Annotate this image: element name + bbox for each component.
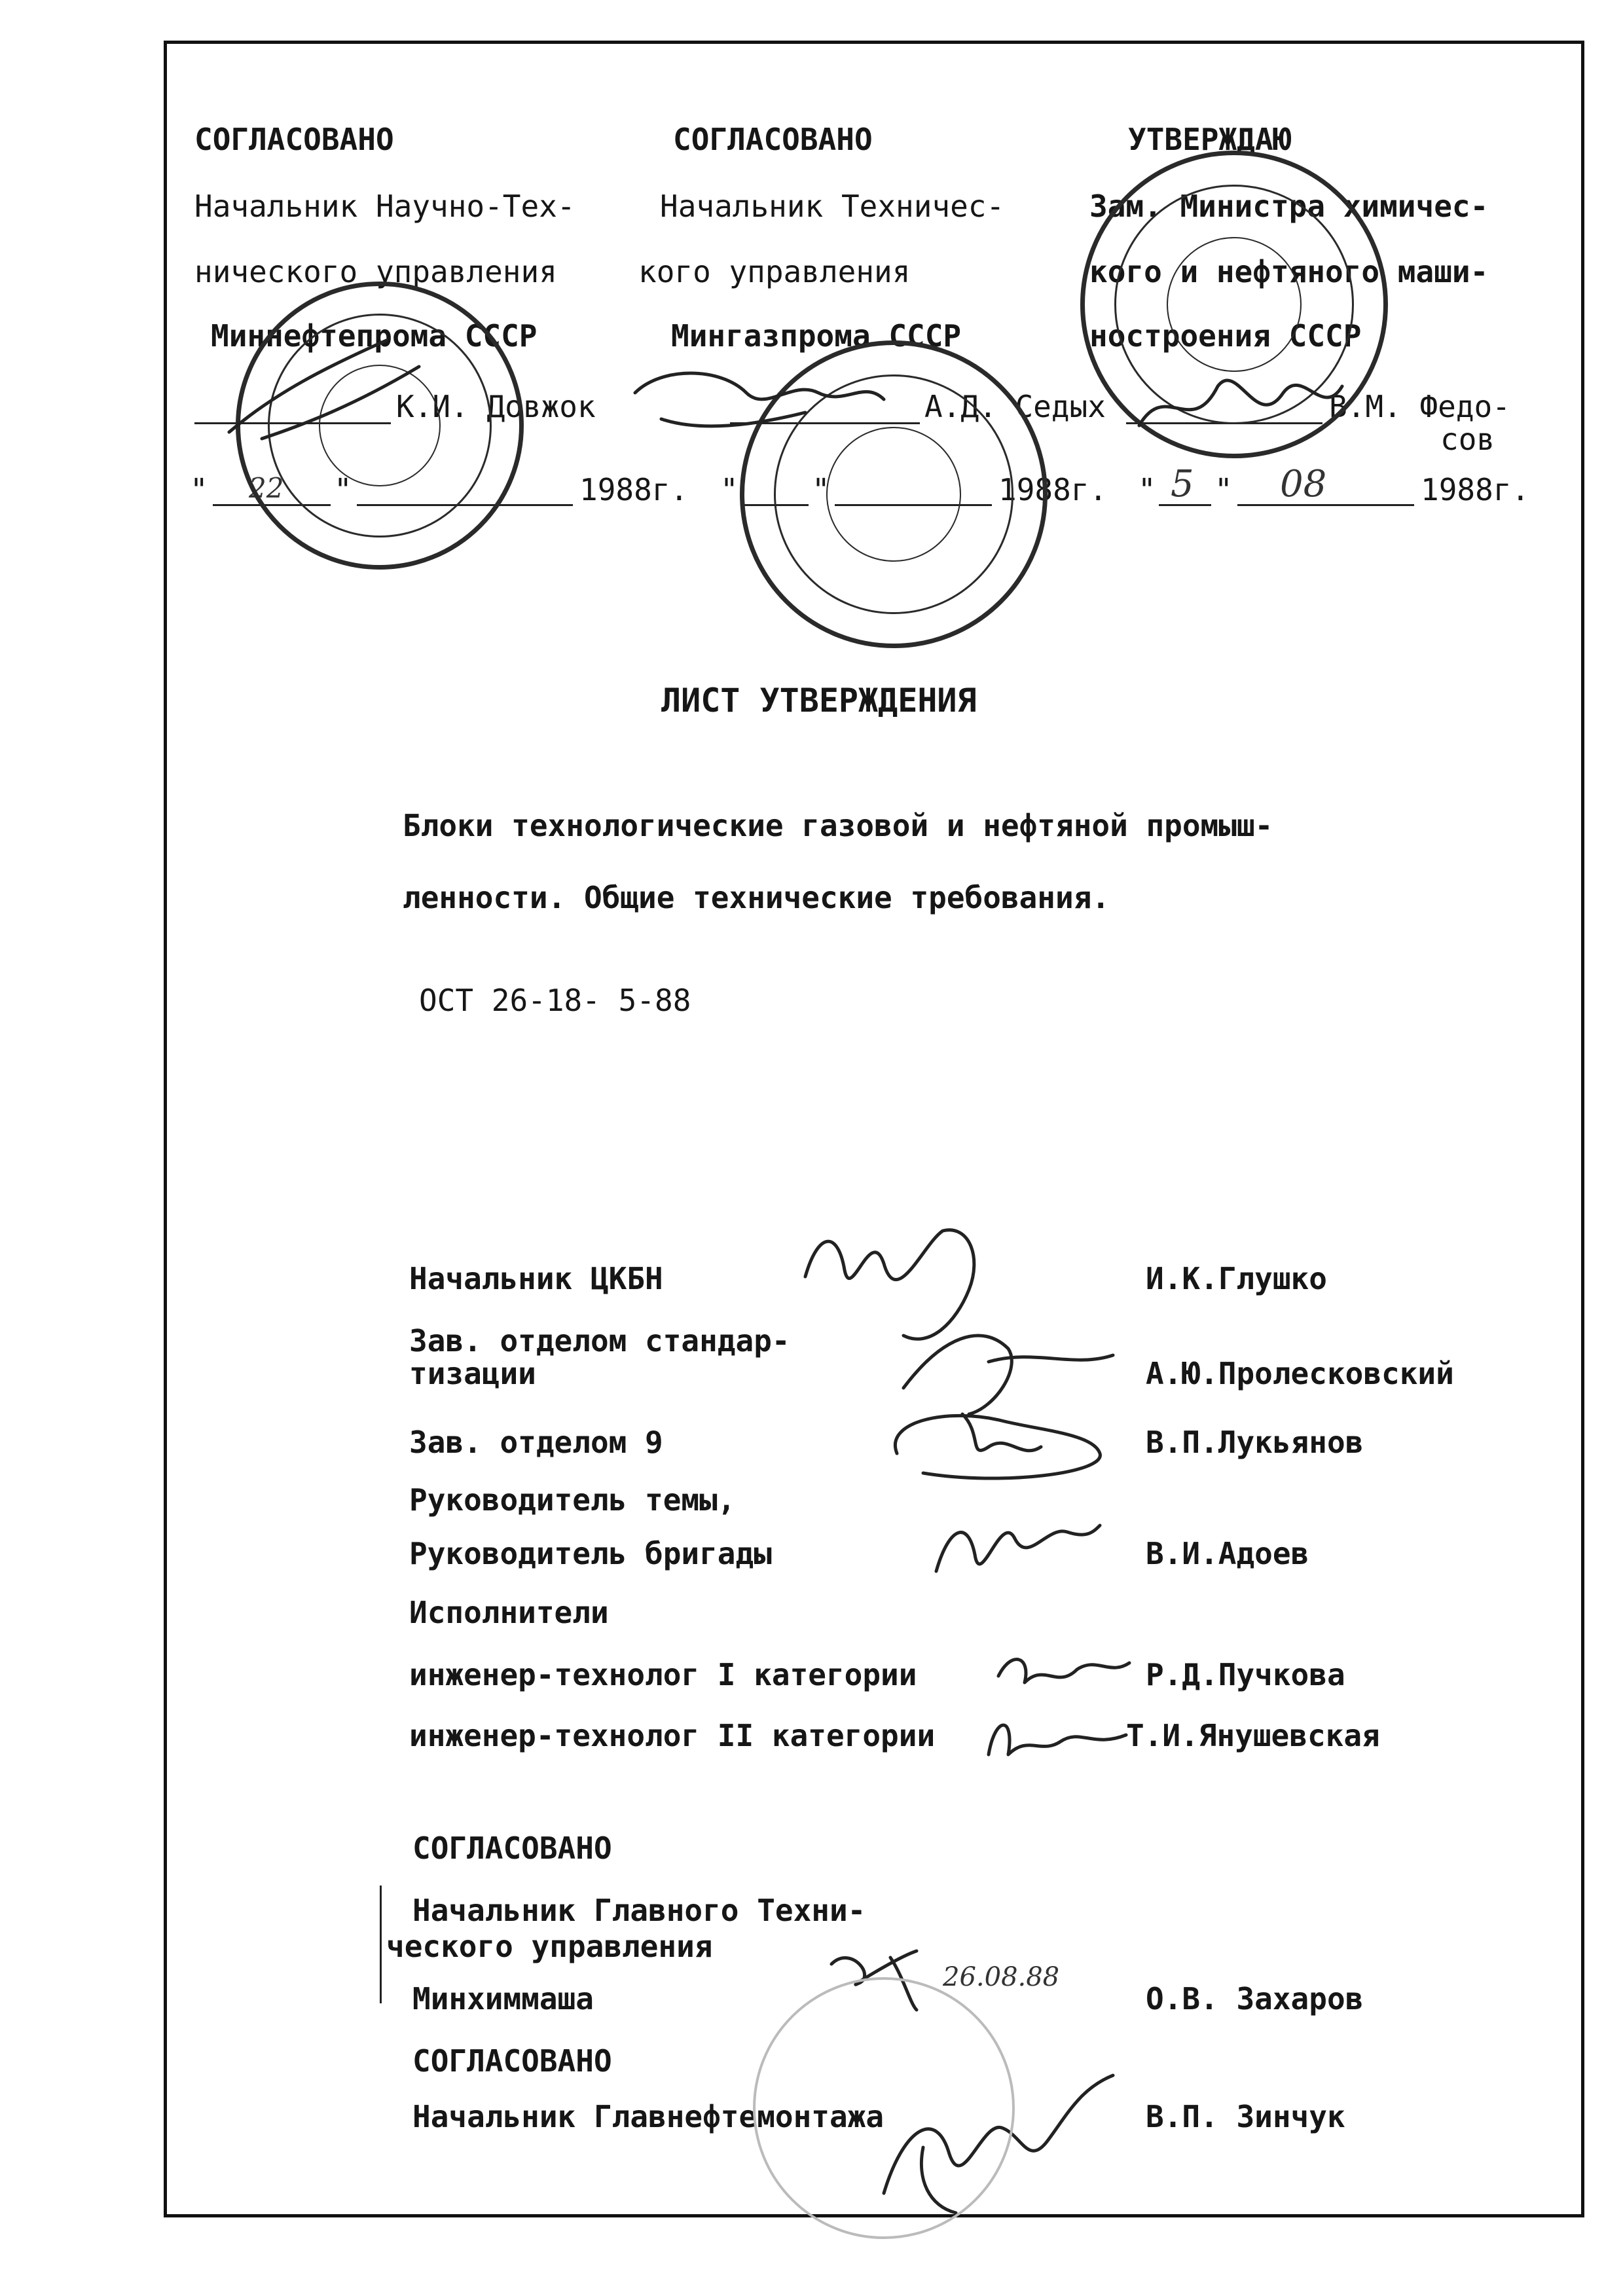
signature-dovzhok [223, 327, 445, 458]
signatory-role: Зав. отделом стандар- [409, 1323, 790, 1358]
signature-fedosov [1133, 340, 1349, 458]
header-col2-date-year: 1988г. [998, 472, 1108, 507]
header-col2-date-close-quote: " [812, 472, 830, 507]
header-col2-label: СОГЛАСОВАНО [673, 122, 873, 157]
signatory-role: Зав. отделом 9 [409, 1425, 663, 1460]
header-col1-date-year: 1988г. [579, 472, 689, 507]
header-col3-date-open-quote: " [1138, 472, 1156, 507]
header-col1-line2: нического управления [194, 254, 557, 289]
executor-role: инженер-технолог II категории [409, 1718, 936, 1753]
signatory-name: В.И.Адоев [1146, 1536, 1309, 1571]
header-col3-name-cont: сов [1440, 422, 1495, 457]
header-col1-date-open-quote: " [190, 472, 208, 507]
header-col1-line1: Начальник Научно-Тех- [194, 189, 575, 224]
header-col2-org: Мингазпрома СССР [671, 318, 962, 354]
header-col1-label: СОГЛАСОВАНО [194, 122, 394, 157]
header-col3-date-day: 5 [1171, 463, 1194, 505]
doc-description-line1: Блоки технологические газовой и нефтяной промыш- [403, 808, 1273, 843]
header-col2-line2: кого управления [638, 254, 911, 289]
signature-sedykh [622, 354, 897, 471]
signature-lukyanov [871, 1394, 1120, 1493]
agreement1-org: Минхиммаша [412, 1981, 594, 2016]
header-col3-date-close-quote: " [1214, 472, 1233, 507]
signatory-name: А.Ю.Пролесковский [1146, 1356, 1454, 1391]
signature-adoev [923, 1499, 1106, 1591]
header-col3-date-year: 1988г. [1421, 472, 1530, 507]
agreement1-bracket [380, 1886, 382, 2003]
header-col1-date-close-quote: " [334, 472, 352, 507]
header-col3-line3: ностроения СССР [1089, 318, 1362, 354]
signature-puchkova [985, 1637, 1136, 1709]
signature-yanushevskaya [976, 1702, 1133, 1774]
executor-name: Т.И.Янушевская [1126, 1718, 1380, 1753]
executors-label: Исполнители [409, 1595, 609, 1630]
signatory-role: Руководитель темы, [409, 1482, 736, 1518]
header-col3-label: УТВЕРЖДАЮ [1128, 122, 1292, 157]
header-col3-line1: Зам. Министра химичес- [1089, 189, 1489, 224]
stamp-faded [753, 1977, 1015, 2239]
agreement1-name: О.В. Захаров [1146, 1981, 1364, 2016]
executor-role: инженер-технолог I категории [409, 1657, 917, 1692]
agreement2-role: Начальник Главнефтемонтажа [412, 2099, 884, 2134]
signatory-role-cont: Руководитель бригады [409, 1536, 772, 1571]
agreement1-line1: Начальник Главного Техни- [412, 1893, 866, 1928]
signatory-name: И.К.Глушко [1146, 1261, 1327, 1296]
header-col3-line2: кого и нефтяного маши- [1089, 254, 1489, 289]
doc-title: ЛИСТ УТВЕРЖДЕНИЯ [661, 682, 977, 720]
header-col1-name: К.И. Довжок [396, 389, 596, 424]
agreement2-name: В.П. Зинчук [1146, 2099, 1345, 2134]
signatory-role-cont: тизации [409, 1356, 536, 1391]
signatory-name: В.П.Лукьянов [1146, 1425, 1364, 1460]
header-col2-name: А.Д. Седых [924, 389, 1106, 424]
header-col1-org: Миннефтепрома СССР [211, 318, 538, 354]
header-col3-name: В.М. Федо- [1329, 389, 1510, 424]
doc-code: ОСТ 26-18- 5-88 [419, 983, 691, 1018]
executor-name: Р.Д.Пучкова [1146, 1657, 1345, 1692]
doc-description-line2: ленности. Общие технические требования. [403, 880, 1110, 915]
agreement1-handwritten-date: 26.08.88 [943, 1962, 1060, 1992]
header-col2-date-open-quote: " [720, 472, 739, 507]
agreement2-label: СОГЛАСОВАНО [412, 2043, 612, 2079]
header-col1-date-day: 22 [249, 472, 284, 504]
agreement1-label: СОГЛАСОВАНО [412, 1831, 612, 1866]
agreement1-line2: ческого управления [386, 1929, 713, 1964]
signatory-role: Начальник ЦКБН [409, 1261, 663, 1296]
header-col3-date-month: 08 [1280, 463, 1327, 505]
header-col2-line1: Начальник Техничес- [660, 189, 1005, 224]
